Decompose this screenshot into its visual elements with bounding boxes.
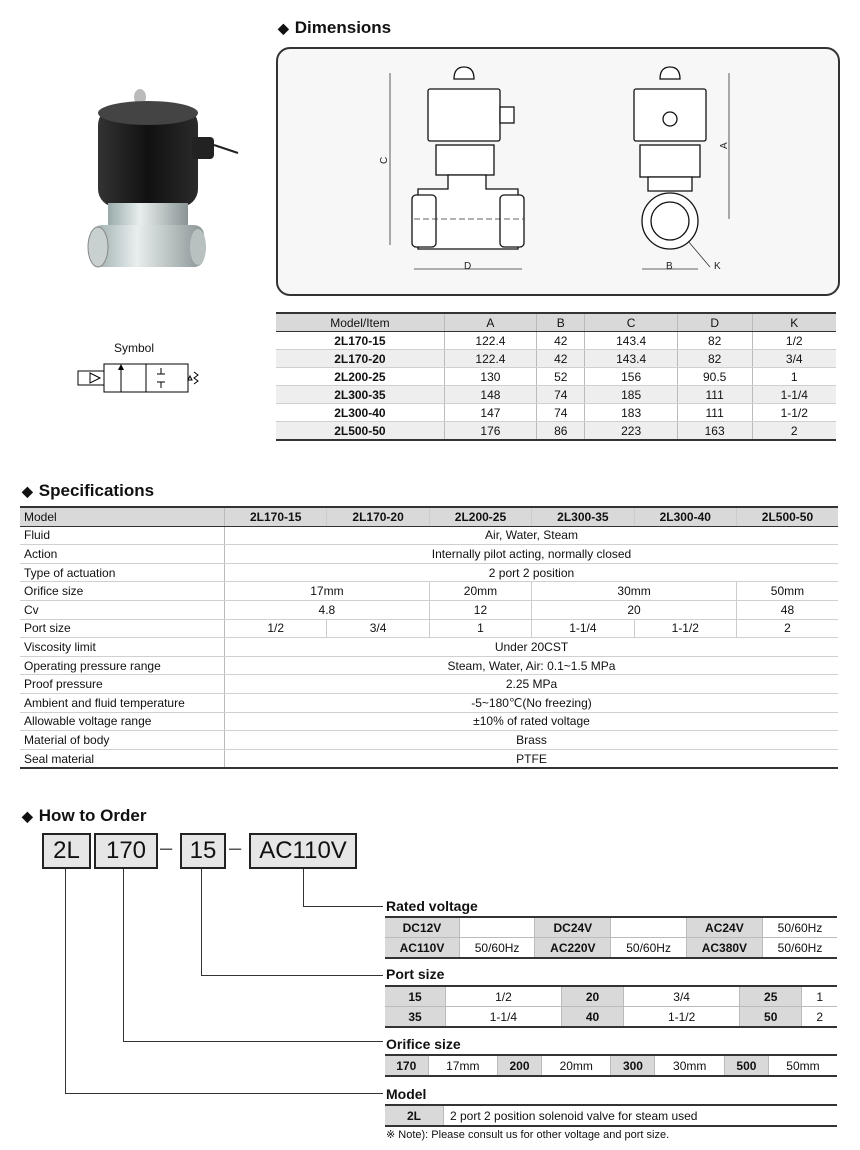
dimensions-cell: 74	[537, 386, 585, 404]
port-size-value: 2	[802, 1007, 837, 1028]
specifications-row	[20, 619, 838, 638]
orifice-size-value: 20mm	[542, 1055, 611, 1076]
dimensions-cell: 2L500-50	[276, 422, 444, 441]
rated-voltage-code: AC220V	[535, 938, 611, 959]
rated-voltage-value: 50/60Hz	[611, 938, 686, 959]
order-title: How to Order	[38, 806, 147, 825]
specifications-value: 30mm	[532, 582, 737, 601]
specifications-row	[20, 675, 838, 694]
specifications-model-cell: 2L200-25	[429, 507, 531, 526]
orifice-size-table	[385, 1054, 837, 1077]
specifications-value: 17mm	[225, 582, 430, 601]
dimensions-header-cell: K	[752, 313, 836, 332]
specifications-table	[20, 506, 838, 769]
dimensions-cell: 143.4	[585, 332, 677, 350]
dimensions-cell: 122.4	[444, 332, 536, 350]
model-code: 2L	[385, 1105, 444, 1126]
rated-voltage-code: AC110V	[385, 938, 459, 959]
dimensions-cell: 42	[537, 350, 585, 368]
specifications-header-row	[20, 507, 838, 526]
specifications-value: 12	[429, 600, 531, 619]
dimensions-row	[276, 422, 836, 441]
dimensions-cell: 111	[677, 404, 752, 422]
rated-voltage-value	[611, 917, 686, 938]
specifications-value: 50mm	[736, 582, 838, 601]
specifications-label: Proof pressure	[20, 675, 225, 694]
rated-voltage-code: DC24V	[535, 917, 611, 938]
connector-line	[303, 869, 304, 906]
port-size-row	[385, 1007, 837, 1028]
dimensions-heading	[278, 18, 391, 38]
dimensions-header-cell: Model/Item	[276, 313, 444, 332]
specifications-model-cell: 2L170-15	[225, 507, 327, 526]
dimensions-cell: 148	[444, 386, 536, 404]
dimensions-header-cell: A	[444, 313, 536, 332]
port-size-code: 20	[561, 986, 623, 1007]
dimension-drawing	[278, 49, 834, 290]
specifications-value: 1/2	[225, 619, 327, 638]
orifice-size-value: 17mm	[428, 1055, 497, 1076]
port-size-table	[385, 985, 837, 1028]
dimensions-cell: 2	[752, 422, 836, 441]
dimensions-cell: 122.4	[444, 350, 536, 368]
rated-voltage-value: 50/60Hz	[459, 938, 534, 959]
specifications-label: Type of actuation	[20, 563, 225, 582]
order-code-model: 2L	[42, 833, 91, 869]
orifice-size-value: 30mm	[655, 1055, 724, 1076]
order-code-voltage: AC110V	[249, 833, 357, 869]
port-size-value: 1-1/4	[446, 1007, 562, 1028]
specifications-label: Operating pressure range	[20, 656, 225, 675]
dimensions-cell: 74	[537, 404, 585, 422]
dimensions-cell: 156	[585, 368, 677, 386]
diamond-icon: ◆	[22, 483, 33, 499]
specifications-row	[20, 582, 838, 601]
dimensions-cell: 1	[752, 368, 836, 386]
dim-label-c: C	[379, 156, 390, 164]
order-dash: –	[160, 835, 173, 860]
specifications-row	[20, 545, 838, 564]
specifications-label: Port size	[20, 619, 225, 638]
dimensions-cell: 1-1/2	[752, 404, 836, 422]
dim-label-a: A	[719, 142, 730, 149]
specifications-header-label: Model	[20, 507, 225, 526]
rated-voltage-row	[385, 917, 837, 938]
dimensions-cell: 82	[677, 332, 752, 350]
dimensions-cell: 130	[444, 368, 536, 386]
dim-label-b: B	[666, 261, 673, 272]
port-size-code: 40	[561, 1007, 623, 1028]
rated-voltage-table	[385, 916, 837, 959]
connector-line	[123, 1041, 383, 1042]
rated-voltage-value: 50/60Hz	[763, 938, 837, 959]
specifications-heading	[22, 481, 154, 501]
dimensions-cell: 147	[444, 404, 536, 422]
dimensions-row	[276, 368, 836, 386]
dimensions-header-cell: B	[537, 313, 585, 332]
product-photo	[70, 85, 245, 300]
rated-voltage-value: 50/60Hz	[763, 917, 837, 938]
orifice-size-code: 500	[724, 1055, 768, 1076]
diamond-icon: ◆	[278, 20, 289, 36]
port-size-value: 3/4	[624, 986, 740, 1007]
specifications-label: Seal material	[20, 749, 225, 768]
dimensions-cell: 183	[585, 404, 677, 422]
specifications-value: 20	[532, 600, 737, 619]
specifications-value: Steam, Water, Air: 0.1~1.5 MPa	[225, 656, 839, 675]
port-size-code: 15	[385, 986, 446, 1007]
rated-voltage-value	[459, 917, 534, 938]
dimensions-title: Dimensions	[294, 18, 392, 37]
specifications-model-cell: 2L170-20	[327, 507, 429, 526]
specifications-model-cell: 2L300-35	[532, 507, 634, 526]
dim-label-k: K	[714, 261, 721, 272]
dimensions-cell: 82	[677, 350, 752, 368]
specifications-value: 4.8	[225, 600, 430, 619]
dimensions-cell: 2L170-15	[276, 332, 444, 350]
specifications-row	[20, 656, 838, 675]
specifications-label: Fluid	[20, 526, 225, 545]
dimensions-cell: 2L300-40	[276, 404, 444, 422]
specifications-label: Viscosity limit	[20, 638, 225, 657]
dimensions-cell: 163	[677, 422, 752, 441]
specifications-row	[20, 693, 838, 712]
order-code-orifice: 170	[94, 833, 158, 869]
specifications-title: Specifications	[38, 481, 155, 500]
orifice-size-code: 200	[498, 1055, 542, 1076]
specifications-row	[20, 600, 838, 619]
dimensions-cell: 1-1/4	[752, 386, 836, 404]
orifice-size-code: 300	[611, 1055, 655, 1076]
specifications-model-cell: 2L300-40	[634, 507, 736, 526]
orifice-size-title: Orifice size	[386, 1036, 461, 1052]
dimensions-cell: 2L300-35	[276, 386, 444, 404]
specifications-row	[20, 638, 838, 657]
diamond-icon: ◆	[22, 808, 33, 824]
rated-voltage-title: Rated voltage	[386, 898, 478, 914]
specifications-label: Action	[20, 545, 225, 564]
specifications-row	[20, 526, 838, 545]
model-table	[385, 1104, 837, 1127]
connector-line	[201, 975, 383, 976]
specifications-model-cell: 2L500-50	[736, 507, 838, 526]
dimensions-header-cell: C	[585, 313, 677, 332]
dimensions-cell: 111	[677, 386, 752, 404]
order-code-port: 15	[180, 833, 226, 869]
model-title: Model	[386, 1086, 427, 1102]
specifications-value: PTFE	[225, 749, 839, 768]
orifice-size-code: 170	[385, 1055, 428, 1076]
dimensions-cell: 3/4	[752, 350, 836, 368]
specifications-value: 48	[736, 600, 838, 619]
specifications-row	[20, 563, 838, 582]
dimensions-row	[276, 386, 836, 404]
specifications-label: Material of body	[20, 731, 225, 750]
connector-line	[65, 1093, 383, 1094]
specifications-value: Under 20CST	[225, 638, 839, 657]
dimension-drawing-panel	[276, 47, 840, 296]
dimensions-table	[276, 312, 836, 441]
valve-symbol	[76, 358, 204, 394]
connector-line	[65, 869, 66, 1093]
rated-voltage-code: DC12V	[385, 917, 459, 938]
dimensions-cell: 176	[444, 422, 536, 441]
specifications-value: 2 port 2 position	[225, 563, 839, 582]
specifications-value: 2	[736, 619, 838, 638]
specifications-label: Allowable voltage range	[20, 712, 225, 731]
dimensions-cell: 90.5	[677, 368, 752, 386]
connector-line	[201, 869, 202, 975]
dimensions-cell: 185	[585, 386, 677, 404]
specifications-label: Cv	[20, 600, 225, 619]
order-note: ※ Note): Please consult us for other voltage and port size.	[386, 1129, 670, 1141]
model-description: 2 port 2 position solenoid valve for steam used	[444, 1105, 838, 1126]
dimensions-header-cell: D	[677, 313, 752, 332]
orifice-size-value: 50mm	[768, 1055, 837, 1076]
port-size-row	[385, 986, 837, 1007]
dimensions-cell: 2L170-20	[276, 350, 444, 368]
dim-label-d: D	[464, 261, 472, 272]
port-size-code: 25	[740, 986, 802, 1007]
specifications-label: Orifice size	[20, 582, 225, 601]
symbol-label: Symbol	[114, 341, 155, 355]
specifications-value: Air, Water, Steam	[225, 526, 839, 545]
dimensions-row	[276, 350, 836, 368]
rated-voltage-code: AC380V	[686, 938, 762, 959]
port-size-title: Port size	[386, 966, 445, 982]
specifications-label: Ambient and fluid temperature	[20, 693, 225, 712]
rated-voltage-row	[385, 938, 837, 959]
specifications-value: Brass	[225, 731, 839, 750]
dimensions-cell: 52	[537, 368, 585, 386]
dimensions-cell: 143.4	[585, 350, 677, 368]
port-size-code: 35	[385, 1007, 446, 1028]
order-heading	[22, 806, 146, 826]
dimensions-row	[276, 332, 836, 350]
port-size-value: 1-1/2	[624, 1007, 740, 1028]
dimensions-cell: 2L200-25	[276, 368, 444, 386]
order-dash: –	[229, 835, 242, 860]
specifications-value: Internally pilot acting, normally closed	[225, 545, 839, 564]
specifications-value: 1-1/2	[634, 619, 736, 638]
dimensions-cell: 86	[537, 422, 585, 441]
specifications-value: -5~180℃(No freezing)	[225, 693, 839, 712]
specifications-value: 2.25 MPa	[225, 675, 839, 694]
rated-voltage-code: AC24V	[686, 917, 762, 938]
specifications-value: 1	[429, 619, 531, 638]
specifications-value: 1-1/4	[532, 619, 634, 638]
specifications-row	[20, 712, 838, 731]
specifications-value: 3/4	[327, 619, 429, 638]
specifications-row	[20, 731, 838, 750]
specifications-row	[20, 749, 838, 768]
dimensions-header-row	[276, 313, 836, 332]
orifice-size-row	[385, 1055, 837, 1076]
dimensions-cell: 42	[537, 332, 585, 350]
specifications-value: ±10% of rated voltage	[225, 712, 839, 731]
connector-line	[123, 869, 124, 1041]
dimensions-cell: 1/2	[752, 332, 836, 350]
connector-line	[303, 906, 383, 907]
dimensions-row	[276, 404, 836, 422]
port-size-value: 1	[802, 986, 837, 1007]
port-size-code: 50	[740, 1007, 802, 1028]
dimensions-cell: 223	[585, 422, 677, 441]
port-size-value: 1/2	[446, 986, 562, 1007]
specifications-value: 20mm	[429, 582, 531, 601]
